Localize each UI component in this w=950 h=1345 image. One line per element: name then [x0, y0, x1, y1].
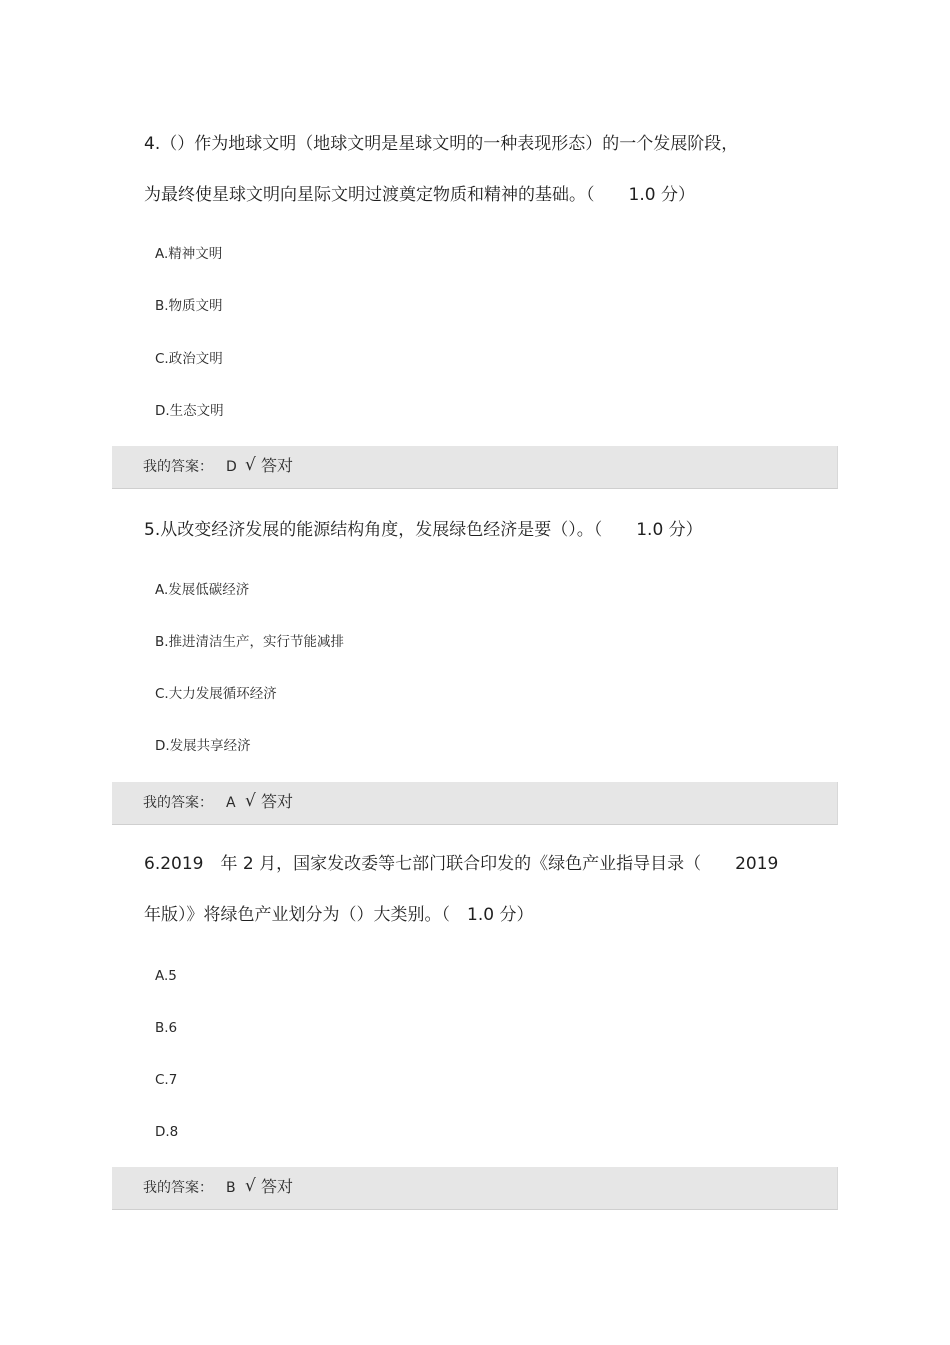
option-a[interactable]: A.发展低碳经济 [155, 582, 250, 598]
answer-label: 我的答案： [143, 795, 213, 811]
option-d[interactable]: D.生态文明 [155, 403, 224, 419]
option-a[interactable]: A.精神文明 [155, 246, 223, 262]
answer-label: 我的答案： [143, 459, 213, 475]
option-c[interactable]: C.7 [155, 1072, 178, 1088]
answer-result: 答对 [261, 1177, 294, 1196]
option-b[interactable]: B.物质文明 [155, 298, 223, 314]
option-c[interactable]: C.政治文明 [155, 351, 223, 367]
option-c[interactable]: C.大力发展循环经济 [155, 686, 277, 702]
question-6 [112, 0, 837, 1212]
check-icon: √ [245, 791, 256, 811]
answer-value: B [226, 1180, 236, 1196]
answer-result: 答对 [261, 792, 294, 811]
check-icon: √ [245, 1176, 256, 1196]
option-d[interactable]: D.发展共享经济 [155, 738, 251, 754]
option-b[interactable]: B.6 [155, 1020, 178, 1036]
question-text-line: 5.从改变经济发展的能源结构角度，发展绿色经济是要（）。（ 1.0 分） [144, 520, 703, 540]
question-text-line: 4.（）作为地球文明（地球文明是星球文明的一种表现形态）的一个发展阶段， [144, 134, 739, 154]
question-text-line: 为最终使星球文明向星际文明过渡奠定物质和精神的基础。（ 1.0 分） [144, 185, 695, 205]
answer-value: A [226, 795, 236, 811]
option-d[interactable]: D.8 [155, 1124, 179, 1140]
answer-bar [112, 1167, 838, 1210]
answer-result: 答对 [261, 456, 294, 475]
answer-label: 我的答案： [143, 1180, 213, 1196]
answer-value: D [226, 459, 237, 475]
question-text-line: 年版）》将绿色产业划分为（）大类别。（ 1.0 分） [144, 905, 534, 925]
question-text-line: 6.2019 年 2 月，国家发改委等七部门联合印发的《绿色产业指导目录（ 2019 [144, 854, 779, 874]
option-b[interactable]: B.推进清洁生产，实行节能减排 [155, 634, 345, 650]
check-icon: √ [245, 455, 256, 475]
option-a[interactable]: A.5 [155, 968, 177, 984]
